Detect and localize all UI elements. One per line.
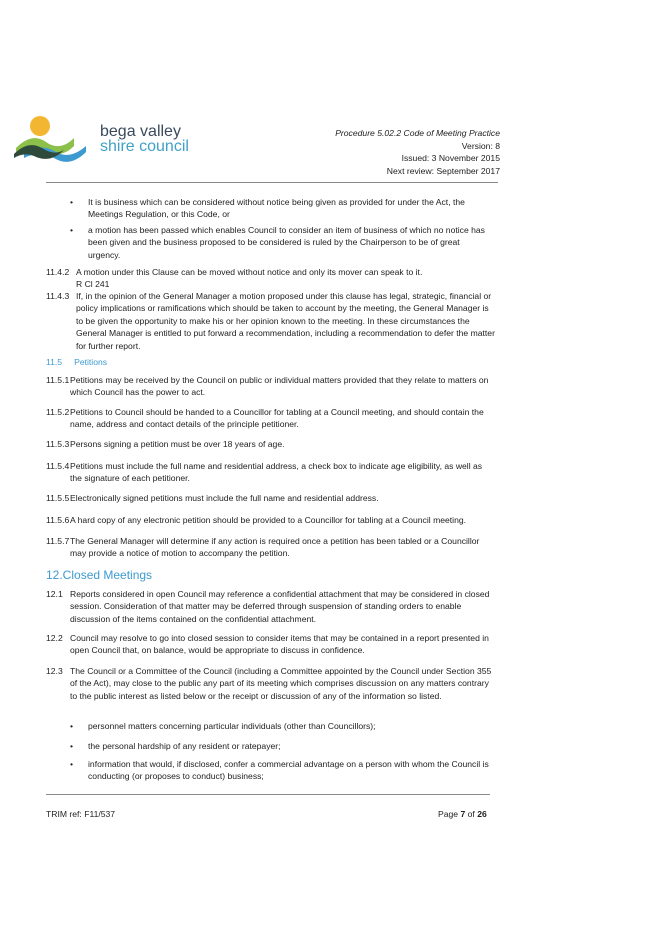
clause-text: Electronically signed petitions must include the full name and residential address.: [70, 493, 379, 503]
page-total: 26: [477, 809, 487, 819]
logo-text-bega-valley: bega valley: [100, 123, 181, 140]
issued-date: Issued: 3 November 2015: [401, 153, 500, 163]
clause-text: Persons signing a petition must be over 18 years of age.: [70, 439, 285, 449]
section-heading-closed-meetings: 12.Closed Meetings: [46, 568, 153, 582]
clause-text: The Council or a Committee of the Council (including a Committee appointed by the Council under Section 355 of the Act), may close to the public any part of its meeting which comprises discussion on any matters contrary to the public interest as listed below or the receipt or discussion of any of the information so listed.: [70, 666, 492, 701]
bullet-icon: •: [70, 721, 74, 731]
clause-text: Reports considered in open Council may reference a confidential attachment that may be considered in closed session. Consideration of that matter may be deferred through suspension of standing orders to enable discussion of the items contained on the confidential attachment.: [70, 589, 490, 624]
bullet-text: personnel matters concerning particular individuals (other than Councillors);: [88, 721, 376, 731]
bullet-text: information that would, if disclosed, confer a commercial advantage on a person with whom the Council is conducting (or proposes to conduct) business;: [88, 759, 489, 782]
clause-text: If, in the opinion of the General Manager a motion proposed under this clause has legal, strategic, financial or policy implications or ramifications which should be taken to account by the meeting, the General Manager is to be given the opportunity to make his or her opinion known to the meeting. In these circumstances the General Manager is entitled to put forward a recommendation, including a recommendation to defer the matter for further report.: [76, 291, 495, 351]
section-heading-petitions: [46, 356, 107, 368]
clause-text: Petitions must include the full name and residential address, a check box to indicate age eligibility, as well as the signature of each petitioner.: [70, 461, 483, 484]
clause-number: 11.4.3: [46, 291, 70, 301]
clause-text: A motion under this Clause can be moved without notice and only its mover can speak to it.: [76, 267, 423, 277]
clause-text: A hard copy of any electronic petition should be provided to a Councillor for tabling at a Council meeting.: [70, 515, 467, 525]
bullet-text: It is business which can be considered without notice being given as provided for under the Act, the Meetings Regulation, or this Code, or: [88, 197, 465, 220]
clause-number: 11.5.6: [46, 515, 70, 525]
clause-number: 11.5.7: [46, 536, 70, 546]
clause-text: Council may resolve to go into closed session to consider items that may be contained in a report presented in open Council that, on balance, would be appropriate to discuss in confidence.: [70, 633, 489, 656]
clause-reference: R Cl 241: [76, 279, 110, 290]
clause-number: 12.3: [46, 666, 63, 676]
document-header-info: [335, 127, 500, 177]
section-number: 11.5: [46, 357, 63, 367]
bullet-icon: •: [70, 741, 74, 751]
clause-number: 11.4.2: [46, 267, 70, 277]
next-review-date: Next review: September 2017: [386, 165, 500, 176]
page-indicator: [438, 808, 487, 820]
clause-number: 11.5.1: [46, 375, 70, 385]
of-word: of: [467, 809, 475, 819]
clause-text: Petitions may be received by the Council on public or individual matters provided that they relate to matters on which Council has the power to act.: [70, 375, 489, 398]
logo-text-shire-council: shire council: [100, 138, 189, 155]
section-title: Petitions: [74, 357, 108, 367]
bullet-text: a motion has been passed which enables Council to consider an item of business of which no notice has been given and the business proposed to be considered is ruled by the Chairperson to be of great urgency.: [88, 225, 485, 260]
clause-number: 11.5.4: [46, 461, 70, 471]
clause-number: 11.5.3: [46, 439, 70, 449]
clause-number: 11.5.5: [46, 493, 70, 503]
bullet-icon: •: [70, 759, 74, 769]
bullet-icon: •: [70, 197, 74, 207]
procedure-title: Procedure 5.02.2 Code of Meeting Practice: [335, 128, 500, 138]
clause-text: The General Manager will determine if any action is required once a petition has been tabled or a Councillor may provide a notice of motion to accompany the petition.: [70, 536, 480, 559]
bullet-icon: •: [70, 225, 74, 235]
clause-number: 12.2: [46, 633, 63, 643]
footer-divider: [46, 794, 490, 795]
trim-reference: TRIM ref: F11/537: [46, 809, 116, 819]
bullet-text: the personal hardship of any resident or ratepayer;: [88, 741, 281, 751]
council-logo: [14, 112, 194, 172]
header-divider: [46, 182, 498, 183]
version-label: Version: 8: [461, 140, 500, 151]
clause-number: 11.5.2: [46, 407, 70, 417]
page-word: Page: [438, 809, 459, 819]
clause-number: 12.1: [46, 589, 63, 599]
clause-text: Petitions to Council should be handed to a Councillor for tabling at a Council meeting, and should contain the name, address and contact details of the principle petitioner.: [70, 407, 484, 430]
mountain-logo-icon: [14, 112, 104, 172]
page-number: 7: [460, 809, 466, 819]
